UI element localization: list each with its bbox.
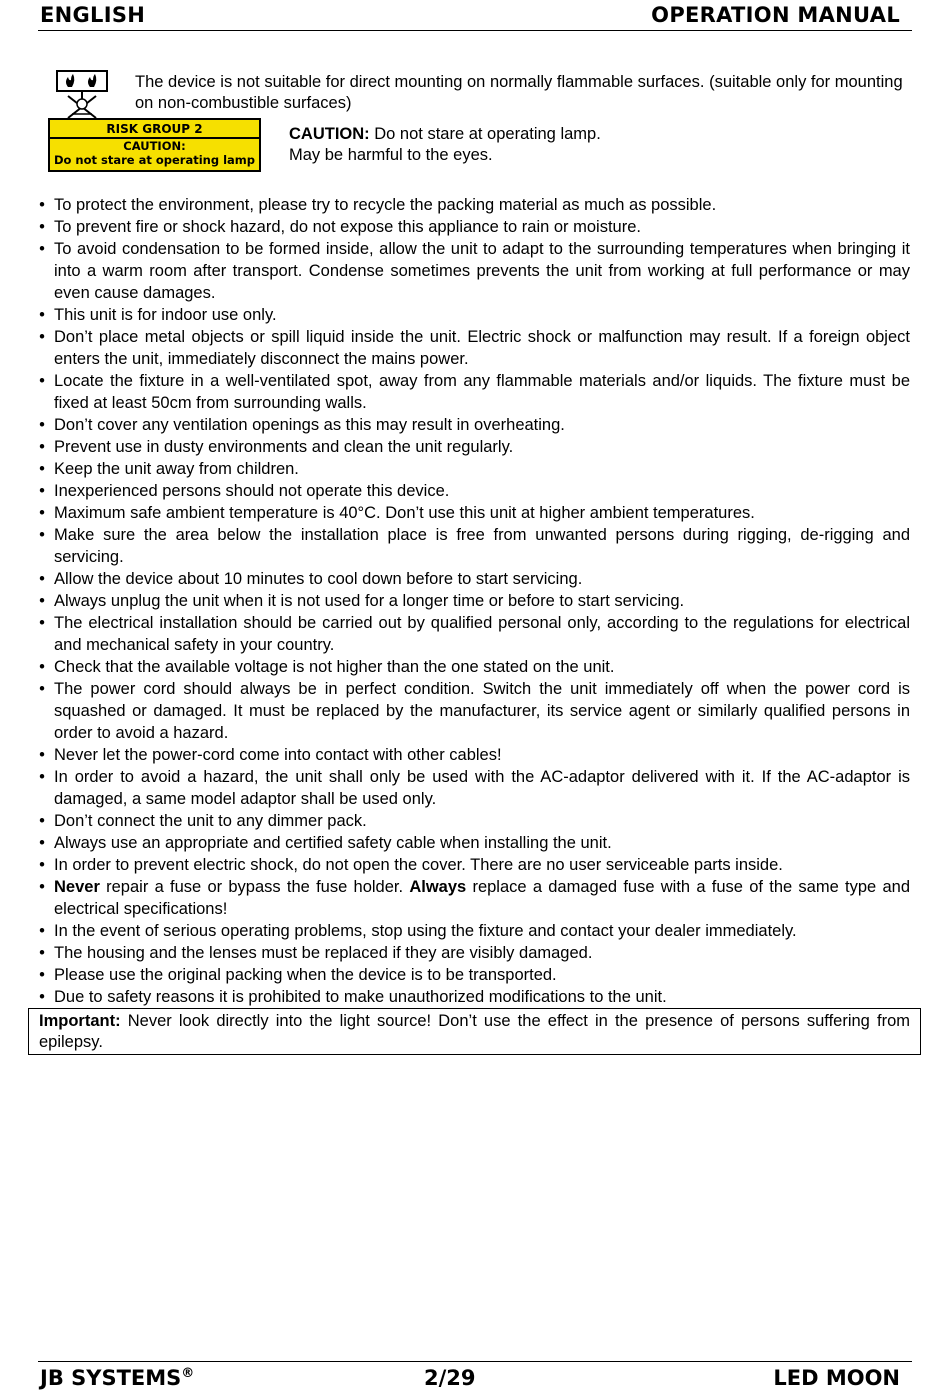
flammable-surface-notice: The device is not suitable for direct mounting on normally flammable surfaces. (suitable only for mounting on non-combustible surfaces): [135, 73, 903, 112]
registered-mark: ®: [181, 1366, 195, 1381]
important-notice-box: [28, 1008, 921, 1055]
list-item: • In the event of serious operating problems, stop using the fixture and contact your dealer immediately.: [39, 922, 797, 940]
important-label: Important:: [39, 1012, 121, 1030]
list-item: • Locate the fixture in a well-ventilated spot, away from any flammable materials and/or liquids. The fixture must be fixed at least 50cm from surrounding walls.: [39, 372, 910, 412]
caution-text-2: May be harmful to the eyes.: [289, 146, 493, 164]
list-item: • The housing and the lenses must be replaced if they are visibly damaged.: [39, 944, 593, 962]
list-item: • Please use the original packing when the device is to be transported.: [39, 966, 557, 984]
list-item: • To protect the environment, please try to recycle the packing material as much as possible.: [39, 196, 717, 214]
header-language: ENGLISH: [40, 3, 146, 27]
list-item: • Always unplug the unit when it is not used for a longer time or before to start servicing.: [39, 592, 685, 610]
caution-label: CAUTION:: [289, 125, 370, 143]
list-item: • In order to prevent electric shock, do not open the cover. There are no user serviceable parts inside.: [39, 856, 783, 874]
footer-brand: JB SYSTEMS®: [40, 1366, 195, 1390]
list-item: • To avoid condensation to be formed inside, allow the unit to adapt to the surrounding temperatures when bringing it into a warm room after transport. Condense sometimes prevents the unit from working at full performance or may even cause damages.: [39, 240, 910, 302]
footer-product: LED MOON: [773, 1366, 900, 1390]
header-title: OPERATION MANUAL: [651, 3, 900, 27]
list-item: • Allow the device about 10 minutes to cool down before to start servicing.: [39, 570, 583, 588]
list-item: • Don’t connect the unit to any dimmer pack.: [39, 812, 367, 830]
caution-notice: [289, 124, 889, 166]
page-header: [38, 2, 912, 31]
list-item: • Prevent use in dusty environments and clean the unit regularly.: [39, 438, 514, 456]
risk-label-text: Do not stare at operating lamp: [53, 152, 256, 167]
caution-text: Do not stare at operating lamp.: [369, 125, 601, 143]
page-number: 2/29: [424, 1366, 476, 1390]
important-text: Never look directly into the light source! Don’t use the effect in the presence of persons suffering from epilepsy.: [39, 1012, 910, 1051]
list-item: • Make sure the area below the installation place is free from unwanted persons during rigging, de-rigging and servicing.: [39, 526, 910, 566]
list-item: • Check that the available voltage is not higher than the one stated on the unit.: [39, 658, 615, 676]
list-item: • Due to safety reasons it is prohibited to make unauthorized modifications to the unit.: [39, 988, 667, 1006]
list-item: • Don’t place metal objects or spill liquid inside the unit. Electric shock or malfunction may result. If a foreign object enters the unit, immediately disconnect the mains power.: [39, 328, 910, 368]
risk-group-title: RISK GROUP 2: [106, 122, 203, 136]
fuse-list-item: • Never repair a fuse or bypass the fuse holder. Always replace a damaged fuse with a fuse of the same type and electrical specifications!: [39, 878, 911, 918]
page-footer: [38, 1361, 912, 1390]
list-item: • The power cord should always be in perfect condition. Switch the unit immediately off when the power cord is squashed or damaged. It must be replaced by the manufacturer, its service agent or similarly qualified persons in order to avoid a hazard.: [39, 680, 910, 742]
list-item: • Keep the unit away from children.: [39, 460, 299, 478]
flammable-surface-warning-icon: [56, 70, 108, 120]
risk-group-label: [48, 118, 261, 172]
list-item: • Maximum safe ambient temperature is 40°C. Don’t use this unit at higher ambient temperatures.: [39, 504, 755, 522]
list-item: • Inexperienced persons should not operate this device.: [39, 482, 450, 500]
safety-instructions-list: [36, 194, 910, 1008]
list-item: • Never let the power-cord come into contact with other cables!: [39, 746, 502, 764]
list-item: • The electrical installation should be carried out by qualified personal only, according to the regulations for electrical and mechanical safety in your country.: [39, 614, 910, 654]
list-item: • This unit is for indoor use only.: [39, 306, 277, 324]
list-item: • In order to avoid a hazard, the unit shall only be used with the AC-adaptor delivered with it. If the AC-adaptor is damaged, a same model adaptor shall be used only.: [39, 768, 910, 808]
list-item: • Always use an appropriate and certified safety cable when installing the unit.: [39, 834, 612, 852]
risk-label-caution: CAUTION:: [123, 138, 186, 153]
list-item: • To prevent fire or shock hazard, do not expose this appliance to rain or moisture.: [39, 218, 641, 236]
list-item: • Don’t cover any ventilation openings as this may result in overheating.: [39, 416, 565, 434]
